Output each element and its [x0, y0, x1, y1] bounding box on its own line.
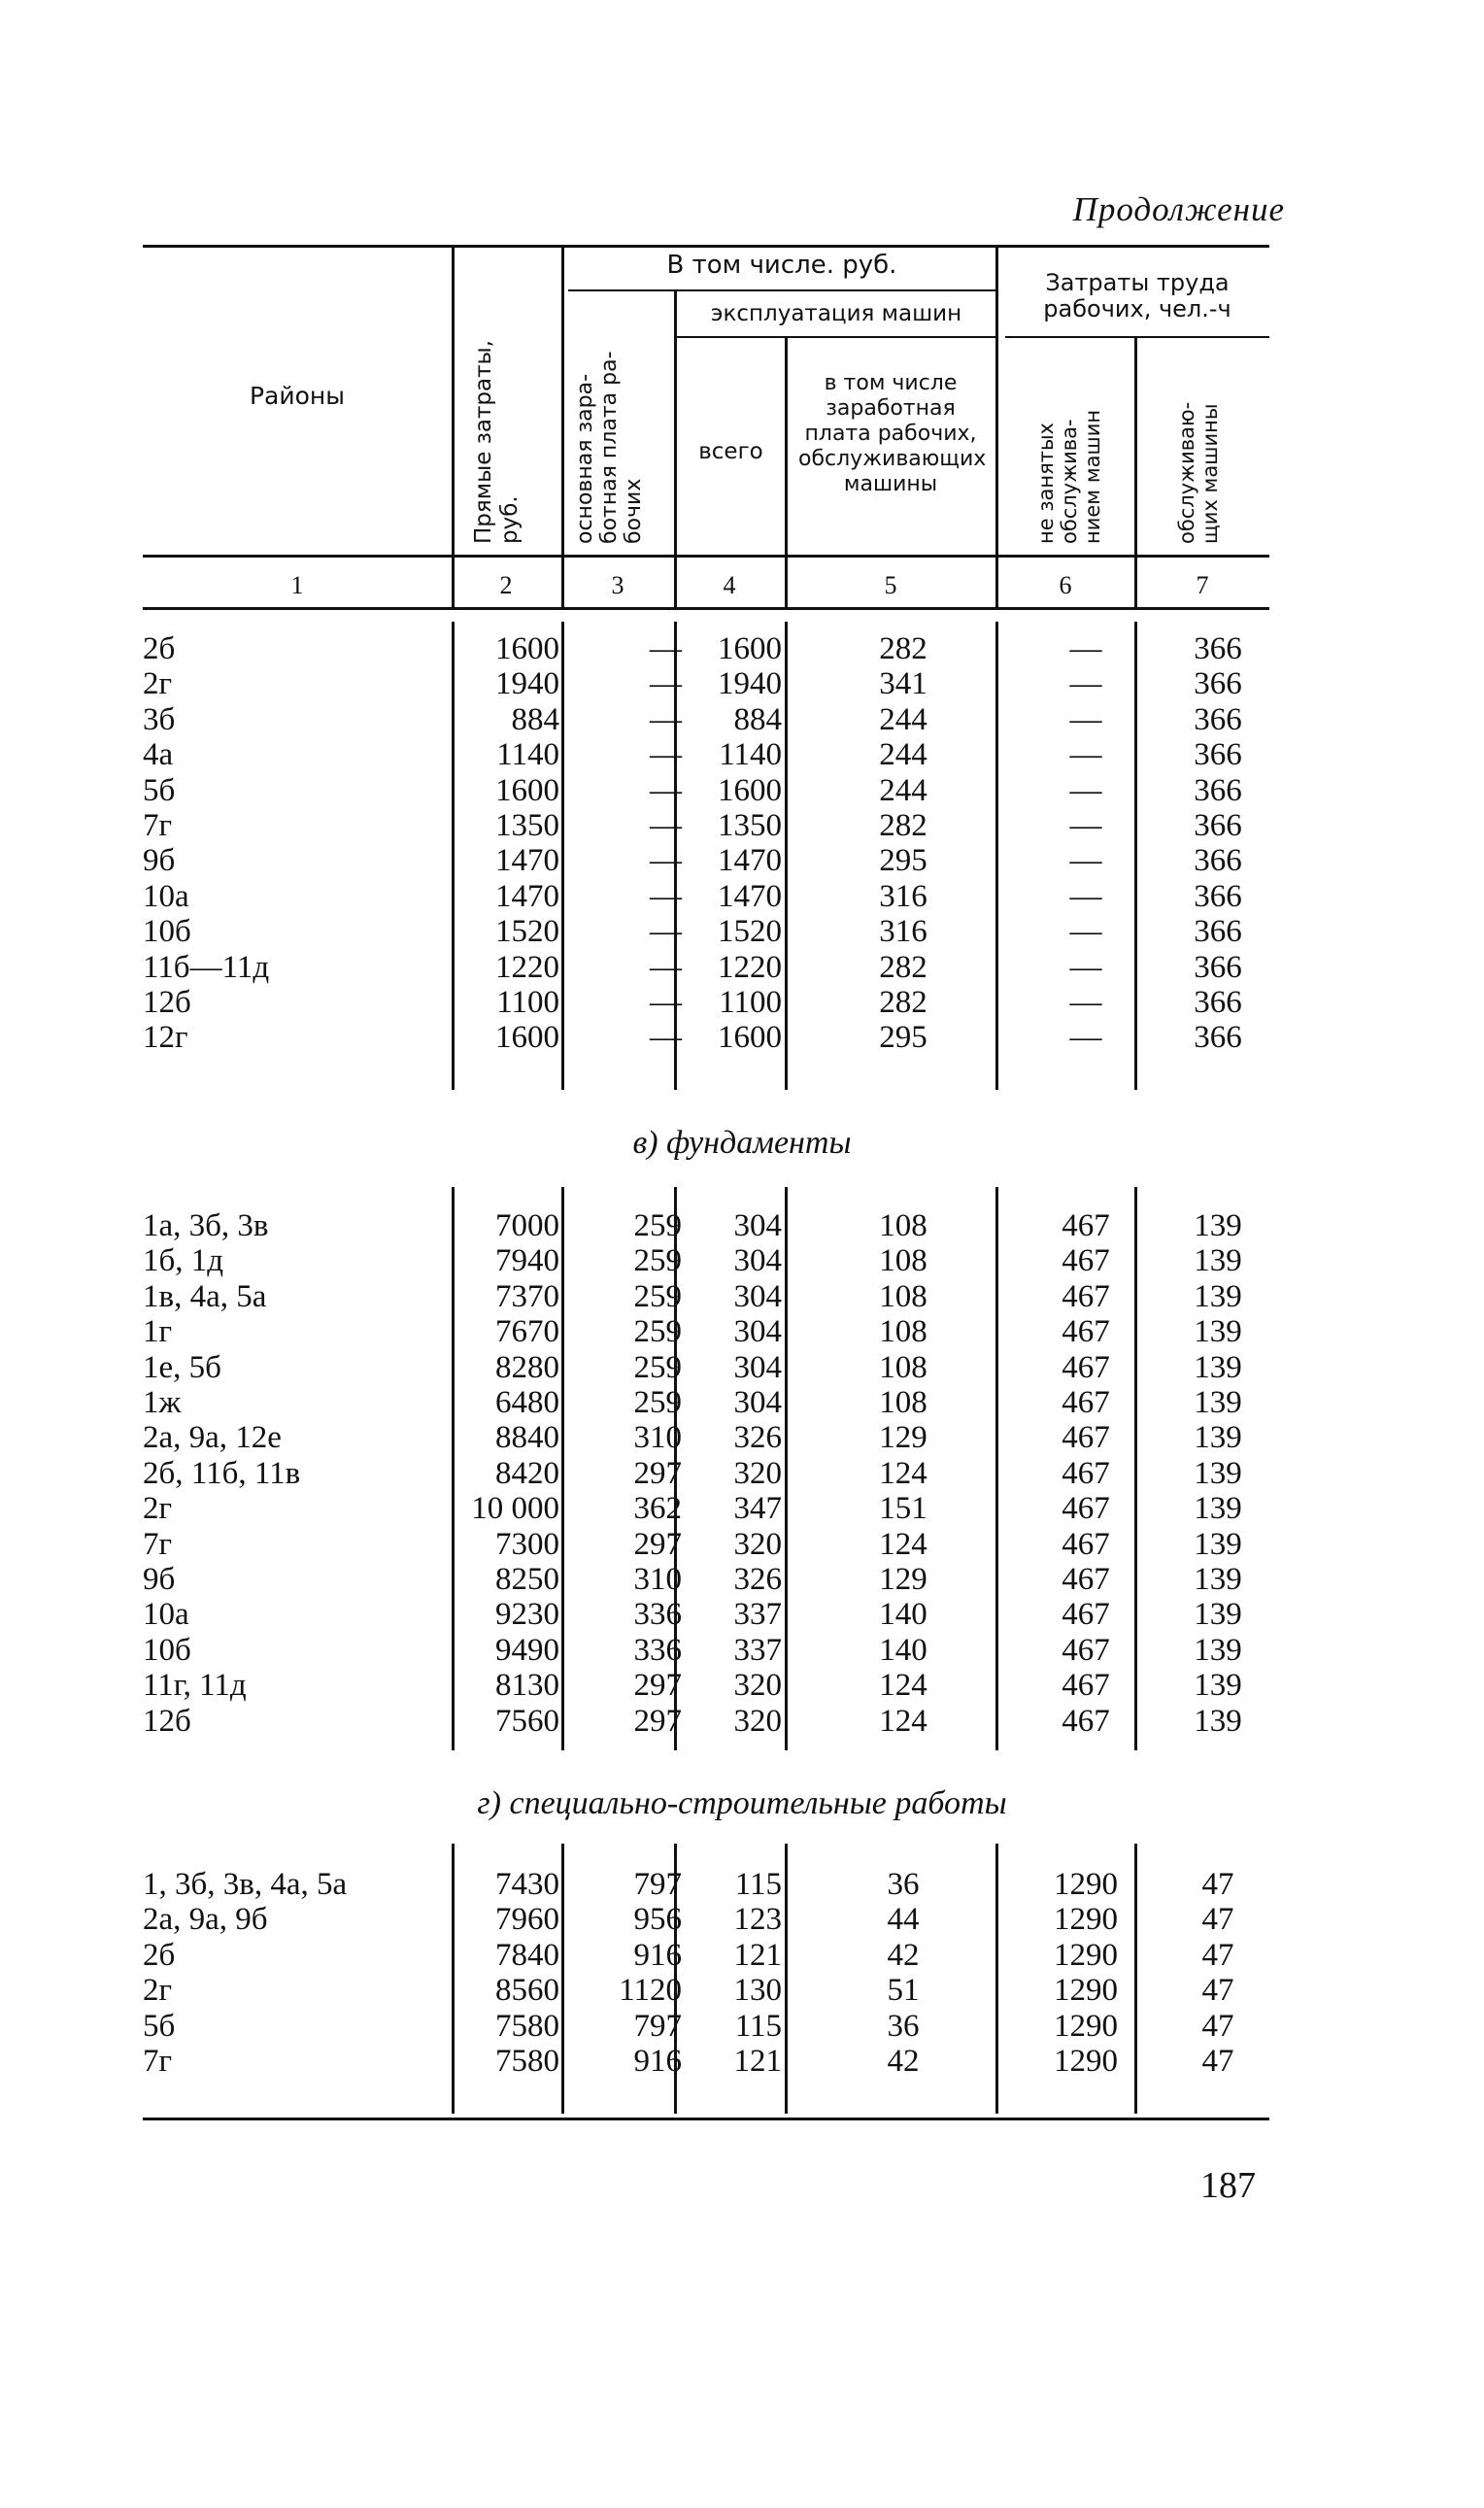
cell-c4: 304	[733, 1208, 782, 1243]
header-col6: не занятых обслужива- нием машин	[1034, 409, 1104, 544]
table-row	[0, 950, 1484, 985]
cell-c6: 467	[1062, 1208, 1110, 1243]
table-row	[0, 879, 1484, 914]
cell-c2: 1220	[495, 949, 559, 985]
cell-c1: 2г	[143, 1491, 173, 1527]
cell-c5: 316	[879, 914, 928, 950]
cell-c2: 7840	[495, 1937, 559, 1973]
col-number-4: 4	[723, 571, 736, 599]
table-row	[0, 1208, 1484, 1243]
col-number-3: 3	[611, 571, 624, 599]
cell-c2: 8280	[495, 1349, 559, 1385]
table-row	[0, 1668, 1484, 1703]
cell-c1: 10б	[143, 1632, 191, 1668]
cell-c1: 10б	[143, 914, 191, 950]
cell-c3: 362	[633, 1491, 682, 1527]
table-row	[0, 2009, 1484, 2044]
cell-c1: 2б	[143, 1937, 176, 1973]
cell-c1: 1а, 3б, 3в	[143, 1208, 269, 1243]
cell-c5: 51	[887, 1973, 920, 2009]
cell-c3: 259	[633, 1349, 682, 1385]
cell-c3: 259	[633, 1278, 682, 1314]
page-number: 187	[1200, 2165, 1256, 2206]
cell-c4: 1470	[718, 843, 782, 879]
table-row	[0, 1562, 1484, 1597]
cell-c4: 1140	[719, 737, 782, 773]
table-row	[0, 1314, 1484, 1349]
cell-c4: 1940	[718, 666, 782, 702]
cell-c4: 1100	[719, 985, 782, 1020]
section-c-title: г) специально-строительные работы	[477, 1785, 1007, 1821]
cell-c4: 320	[733, 1668, 782, 1704]
section-b-title: в) фундаменты	[632, 1125, 852, 1161]
table-row	[0, 843, 1484, 878]
cell-c7: 47	[1201, 1867, 1234, 1902]
cell-c6: —	[1069, 631, 1102, 666]
table-row	[0, 1704, 1484, 1739]
cell-c2: 7580	[495, 2044, 559, 2079]
cell-c1: 2б, 11б, 11в	[143, 1455, 301, 1491]
cell-c2: 884	[511, 701, 559, 737]
group-rule	[568, 289, 995, 291]
cell-c6: 467	[1062, 1562, 1110, 1597]
cell-c5: 42	[887, 1937, 920, 1973]
labor-group-rule	[1005, 336, 1269, 338]
cell-c5: 124	[879, 1526, 928, 1562]
cell-c4: 1220	[718, 949, 782, 985]
table-row	[0, 702, 1484, 737]
cell-c7: 366	[1194, 737, 1242, 773]
table-row	[0, 666, 1484, 701]
cell-c3: 259	[633, 1208, 682, 1243]
cell-c1: 2г	[143, 666, 173, 702]
cell-c6: 467	[1062, 1314, 1110, 1350]
cell-c7: 139	[1194, 1278, 1242, 1314]
cell-c3: 916	[633, 2044, 682, 2079]
machine-group-rule	[675, 336, 995, 338]
cell-c3: —	[650, 808, 682, 843]
cell-c4: 304	[733, 1385, 782, 1420]
cell-c5: 282	[879, 985, 928, 1020]
cell-c3: 336	[633, 1632, 682, 1668]
cell-c3: —	[650, 949, 682, 985]
cell-c4: 326	[733, 1562, 782, 1597]
cell-c5: 108	[879, 1243, 928, 1279]
cell-c6: 467	[1062, 1243, 1110, 1279]
cell-c1: 7г	[143, 808, 173, 843]
cell-c6: 467	[1062, 1455, 1110, 1491]
cell-c2: 8420	[495, 1455, 559, 1491]
cell-c6: —	[1069, 985, 1102, 1020]
cell-c3: 297	[633, 1526, 682, 1562]
cell-c2: 8840	[495, 1420, 559, 1456]
header-col2: Прямые затраты, руб.	[471, 340, 523, 544]
cell-c7: 47	[1201, 2008, 1234, 2044]
cell-c5: 244	[879, 701, 928, 737]
cell-c2: 7370	[495, 1278, 559, 1314]
table-row	[0, 737, 1484, 772]
cell-c2: 9490	[495, 1632, 559, 1668]
cell-c4: 320	[733, 1703, 782, 1739]
cell-c3: —	[650, 1020, 682, 1056]
cell-c7: 366	[1194, 808, 1242, 843]
cell-c6: 467	[1062, 1632, 1110, 1668]
table-row	[0, 914, 1484, 949]
cell-c5: 295	[879, 1020, 928, 1056]
cell-c7: 366	[1194, 1020, 1242, 1056]
table-row	[0, 631, 1484, 666]
table-row	[0, 808, 1484, 843]
header-sep-4	[785, 336, 788, 607]
cell-c5: 151	[879, 1491, 928, 1527]
cell-c5: 341	[879, 666, 928, 702]
cell-c6: —	[1069, 666, 1102, 702]
cell-c5: 44	[887, 1902, 920, 1938]
cell-c7: 139	[1194, 1420, 1242, 1456]
cell-c3: —	[650, 737, 682, 773]
cell-c3: 259	[633, 1243, 682, 1279]
cell-c6: —	[1069, 1020, 1102, 1056]
cell-c6: —	[1069, 843, 1102, 879]
cell-c6: 467	[1062, 1278, 1110, 1314]
cell-c1: 5б	[143, 2008, 176, 2044]
header-col5: в том числе заработная плата рабочих, обслуживающих машины	[798, 371, 987, 496]
table-top-rule	[143, 245, 1269, 248]
cell-c4: 304	[733, 1243, 782, 1279]
cell-c3: 310	[633, 1562, 682, 1597]
cell-c7: 366	[1194, 631, 1242, 666]
cell-c7: 139	[1194, 1562, 1242, 1597]
cell-c7: 139	[1194, 1491, 1242, 1527]
cell-c4: 304	[733, 1314, 782, 1350]
cell-c6: —	[1069, 949, 1102, 985]
cell-c4: 123	[733, 1902, 782, 1938]
cell-c5: 108	[879, 1278, 928, 1314]
table-row	[0, 1597, 1484, 1632]
cell-c2: 10 000	[471, 1491, 559, 1527]
cell-c2: 1350	[495, 808, 559, 843]
cell-c5: 282	[879, 631, 928, 666]
cell-c3: 297	[633, 1668, 682, 1704]
cell-c1: 5б	[143, 772, 176, 808]
cell-c4: 304	[733, 1349, 782, 1385]
cell-c1: 1г	[143, 1314, 173, 1350]
cell-c1: 1б, 1д	[143, 1243, 224, 1279]
cell-c4: 1520	[718, 914, 782, 950]
cell-c7: 139	[1194, 1597, 1242, 1633]
table-row	[0, 1938, 1484, 1973]
cell-c4: 1600	[718, 772, 782, 808]
cell-c5: 124	[879, 1703, 928, 1739]
cell-c5: 129	[879, 1562, 928, 1597]
cell-c1: 9б	[143, 843, 176, 879]
cell-c2: 7670	[495, 1314, 559, 1350]
cell-c6: 467	[1062, 1491, 1110, 1527]
cell-c2: 1470	[495, 843, 559, 879]
cell-c6: —	[1069, 808, 1102, 843]
header-group-title: В том числе. руб.	[666, 251, 897, 280]
cell-c3: 297	[633, 1703, 682, 1739]
cell-c3: 336	[633, 1597, 682, 1633]
cell-c1: 10а	[143, 878, 189, 914]
cell-c2: 1600	[495, 772, 559, 808]
cell-c5: 108	[879, 1314, 928, 1350]
cell-c5: 140	[879, 1632, 928, 1668]
cell-c6: 1290	[1054, 1973, 1118, 2009]
cell-c3: 259	[633, 1385, 682, 1420]
cell-c2: 1140	[496, 737, 559, 773]
header-col7: обслуживаю- щих машины	[1175, 401, 1222, 544]
cell-c4: 1470	[718, 878, 782, 914]
cell-c1: 12г	[143, 1020, 188, 1056]
cell-c4: 326	[733, 1420, 782, 1456]
cell-c7: 47	[1201, 2044, 1234, 2079]
table-row	[0, 1527, 1484, 1562]
cell-c7: 139	[1194, 1455, 1242, 1491]
cell-c5: 244	[879, 772, 928, 808]
header-col1: Районы	[249, 382, 346, 410]
cell-c2: 7940	[495, 1243, 559, 1279]
cell-c2: 9230	[495, 1597, 559, 1633]
cell-c4: 337	[733, 1597, 782, 1633]
cell-c6: 467	[1062, 1597, 1110, 1633]
cell-c5: 244	[879, 737, 928, 773]
cell-c2: 7300	[495, 1526, 559, 1562]
table-row	[0, 2044, 1484, 2079]
cell-c4: 121	[733, 2044, 782, 2079]
cell-c4: 121	[733, 1937, 782, 1973]
cell-c3: —	[650, 772, 682, 808]
cell-c6: —	[1069, 701, 1102, 737]
table-row	[0, 985, 1484, 1020]
cell-c5: 316	[879, 878, 928, 914]
col-number-2: 2	[499, 571, 513, 599]
table-row	[0, 1491, 1484, 1526]
cell-c3: —	[650, 701, 682, 737]
cell-c7: 366	[1194, 666, 1242, 702]
cell-c7: 366	[1194, 843, 1242, 879]
cell-c1: 10а	[143, 1597, 189, 1633]
cell-c7: 366	[1194, 985, 1242, 1020]
header-col4: всего	[698, 439, 763, 464]
cell-c1: 2а, 9а, 9б	[143, 1902, 268, 1938]
cell-c7: 366	[1194, 878, 1242, 914]
cell-c6: 1290	[1054, 1902, 1118, 1938]
cell-c1: 3б	[143, 701, 176, 737]
cell-c6: 467	[1062, 1385, 1110, 1420]
cell-c7: 139	[1194, 1632, 1242, 1668]
cell-c1: 1в, 4а, 5а	[143, 1278, 267, 1314]
table-row	[0, 1243, 1484, 1278]
cell-c7: 139	[1194, 1526, 1242, 1562]
cell-c3: —	[650, 631, 682, 666]
cell-c5: 124	[879, 1668, 928, 1704]
cell-c4: 130	[733, 1973, 782, 2009]
cell-c6: 1290	[1054, 2044, 1118, 2079]
col-number-1: 1	[290, 571, 304, 599]
cell-c5: 140	[879, 1597, 928, 1633]
cell-c7: 139	[1194, 1385, 1242, 1420]
cell-c7: 139	[1194, 1314, 1242, 1350]
cell-c5: 108	[879, 1208, 928, 1243]
cell-c3: —	[650, 843, 682, 879]
cell-c7: 139	[1194, 1668, 1242, 1704]
cell-c1: 11г, 11д	[143, 1668, 247, 1704]
cell-c2: 7000	[495, 1208, 559, 1243]
cell-c2: 6480	[495, 1385, 559, 1420]
cell-c6: 467	[1062, 1349, 1110, 1385]
cell-c1: 9б	[143, 1562, 176, 1597]
cell-c7: 47	[1201, 1937, 1234, 1973]
header-sep-6	[1134, 336, 1137, 607]
cell-c1: 12б	[143, 1703, 191, 1739]
cell-c7: 366	[1194, 772, 1242, 808]
cell-c3: 259	[633, 1314, 682, 1350]
cell-c1: 1, 3б, 3в, 4а, 5а	[143, 1867, 348, 1902]
numbers-bottom-rule	[143, 607, 1269, 610]
cell-c2: 7430	[495, 1867, 559, 1902]
cell-c5: 36	[887, 1867, 920, 1902]
table-row	[0, 1279, 1484, 1314]
cell-c3: 797	[633, 1867, 682, 1902]
cell-c5: 108	[879, 1385, 928, 1420]
cell-c2: 1520	[495, 914, 559, 950]
cell-c4: 1350	[718, 808, 782, 843]
cell-c5: 129	[879, 1420, 928, 1456]
cell-c3: 1120	[619, 1973, 682, 2009]
table-row	[0, 1420, 1484, 1455]
col-number-6: 6	[1059, 571, 1072, 599]
cell-c2: 8250	[495, 1562, 559, 1597]
cell-c3: —	[650, 985, 682, 1020]
header-sep-5	[995, 245, 998, 607]
header-bottom-rule	[143, 555, 1269, 558]
cell-c5: 282	[879, 949, 928, 985]
cell-c2: 1470	[495, 878, 559, 914]
cell-c2: 7960	[495, 1902, 559, 1938]
cell-c2: 1100	[496, 985, 559, 1020]
cell-c3: 916	[633, 1937, 682, 1973]
col-number-5: 5	[884, 571, 897, 599]
cell-c5: 295	[879, 843, 928, 879]
header-sep-1	[452, 245, 455, 607]
cell-c2: 1600	[495, 1020, 559, 1056]
cell-c7: 366	[1194, 914, 1242, 950]
cell-c1: 1е, 5б	[143, 1349, 221, 1385]
table-row	[0, 1867, 1484, 1902]
cell-c1: 12б	[143, 985, 191, 1020]
cell-c4: 304	[733, 1278, 782, 1314]
cell-c3: 956	[633, 1902, 682, 1938]
cell-c5: 36	[887, 2008, 920, 2044]
cell-c5: 282	[879, 808, 928, 843]
cell-c7: 139	[1194, 1349, 1242, 1385]
cell-c7: 139	[1194, 1703, 1242, 1739]
cell-c3: —	[650, 666, 682, 702]
table-row	[0, 1633, 1484, 1668]
header-machine-group: эксплуатация машин	[710, 301, 962, 326]
cell-c2: 7580	[495, 2008, 559, 2044]
cell-c4: 884	[733, 701, 782, 737]
cell-c2: 8560	[495, 1973, 559, 2009]
cell-c1: 2б	[143, 631, 176, 666]
table-row	[0, 1350, 1484, 1385]
cell-c6: 1290	[1054, 2008, 1118, 2044]
cell-c6: —	[1069, 772, 1102, 808]
continuation-label: Продолжение	[1072, 190, 1285, 228]
col-number-7: 7	[1196, 571, 1209, 599]
cell-c7: 47	[1201, 1973, 1234, 2009]
cell-c6: 467	[1062, 1668, 1110, 1704]
table-bottom-rule	[143, 2118, 1269, 2120]
cell-c2: 8130	[495, 1668, 559, 1704]
header-sep-2	[561, 245, 564, 607]
cell-c4: 320	[733, 1455, 782, 1491]
cell-c6: 467	[1062, 1703, 1110, 1739]
table-row	[0, 1973, 1484, 2008]
cell-c3: —	[650, 914, 682, 950]
cell-c1: 1ж	[143, 1385, 182, 1420]
cell-c4: 347	[733, 1491, 782, 1527]
cell-c6: —	[1069, 737, 1102, 773]
cell-c7: 366	[1194, 701, 1242, 737]
cell-c1: 2а, 9а, 12е	[143, 1420, 282, 1456]
table-row	[0, 1020, 1484, 1055]
cell-c3: —	[650, 878, 682, 914]
cell-c3: 297	[633, 1455, 682, 1491]
cell-c7: 47	[1201, 1902, 1234, 1938]
cell-c6: 467	[1062, 1526, 1110, 1562]
table-row	[0, 773, 1484, 808]
table-row	[0, 1385, 1484, 1420]
cell-c4: 1600	[718, 1020, 782, 1056]
table-row	[0, 1456, 1484, 1491]
cell-c4: 337	[733, 1632, 782, 1668]
header-labor-group: Затраты труда рабочих, чел.-ч	[1043, 269, 1231, 322]
cell-c3: 310	[633, 1420, 682, 1456]
cell-c2: 1600	[495, 631, 559, 666]
cell-c4: 320	[733, 1526, 782, 1562]
cell-c3: 797	[633, 2008, 682, 2044]
cell-c5: 42	[887, 2044, 920, 2079]
cell-c7: 139	[1194, 1243, 1242, 1279]
cell-c2: 1940	[495, 666, 559, 702]
table-row	[0, 1902, 1484, 1937]
cell-c4: 115	[734, 1867, 782, 1902]
cell-c1: 11б—11д	[143, 949, 270, 985]
cell-c1: 7г	[143, 2044, 173, 2079]
cell-c2: 7560	[495, 1703, 559, 1739]
cell-c5: 124	[879, 1455, 928, 1491]
header-col3: основная зара- ботная плата ра- бочих	[573, 351, 646, 544]
cell-c7: 366	[1194, 949, 1242, 985]
cell-c1: 2г	[143, 1973, 173, 2009]
cell-c6: 1290	[1054, 1937, 1118, 1973]
cell-c6: —	[1069, 914, 1102, 950]
cell-c6: 1290	[1054, 1867, 1118, 1902]
cell-c1: 7г	[143, 1526, 173, 1562]
cell-c4: 115	[734, 2008, 782, 2044]
cell-c7: 139	[1194, 1208, 1242, 1243]
cell-c5: 108	[879, 1349, 928, 1385]
cell-c4: 1600	[718, 631, 782, 666]
cell-c1: 4а	[143, 737, 174, 773]
cell-c6: 467	[1062, 1420, 1110, 1456]
cell-c6: —	[1069, 878, 1102, 914]
